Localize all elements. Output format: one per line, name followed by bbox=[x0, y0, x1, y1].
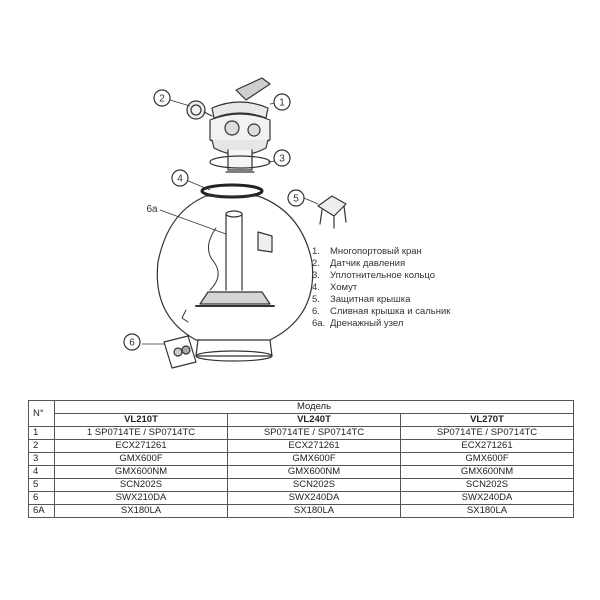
model-names-row bbox=[29, 414, 574, 427]
table-row bbox=[29, 479, 574, 492]
callout-label-6a: 6а bbox=[146, 204, 158, 215]
model-vl210t: VL210T bbox=[55, 414, 228, 427]
legend-text: Защитная крышка bbox=[330, 294, 411, 305]
legend-item bbox=[312, 246, 512, 258]
table-cell: SX180LA bbox=[401, 505, 574, 518]
model-vl270t: VL270T bbox=[401, 414, 574, 427]
legend-item bbox=[312, 318, 512, 330]
row-number: 5 bbox=[29, 479, 55, 492]
callout-label-5: 5 bbox=[293, 193, 299, 205]
clamp bbox=[202, 185, 262, 197]
legend-text: Датчик давления bbox=[330, 258, 406, 269]
table-row bbox=[29, 427, 574, 440]
row-number: 4 bbox=[29, 466, 55, 479]
table-cell: SCN202S bbox=[401, 479, 574, 492]
legend-text: Многопортовый кран bbox=[330, 246, 422, 257]
callout-label-1: 1 bbox=[279, 97, 285, 109]
legend-number: 1. bbox=[312, 246, 320, 257]
table-row bbox=[29, 453, 574, 466]
callout-label-4: 4 bbox=[177, 173, 183, 185]
legend-item bbox=[312, 306, 512, 318]
model-vl240t: VL240T bbox=[228, 414, 401, 427]
legend-number: 2. bbox=[312, 258, 320, 269]
legend-number: 6а. bbox=[312, 318, 326, 329]
drain-cap bbox=[164, 336, 196, 368]
table-cell: SP0714TE / SP0714TC bbox=[228, 427, 401, 440]
legend-text: Хомут bbox=[330, 282, 358, 293]
row-number: 3 bbox=[29, 453, 55, 466]
legend-text: Сливная крышка и сальник bbox=[330, 306, 451, 317]
table-cell: SCN202S bbox=[55, 479, 228, 492]
table-cell: SX180LA bbox=[228, 505, 401, 518]
legend-number: 4. bbox=[312, 282, 320, 293]
table-cell: GMX600NM bbox=[401, 466, 574, 479]
table-cell: ECX271261 bbox=[401, 440, 574, 453]
table-cell: GMX600F bbox=[401, 453, 574, 466]
table-cell: ECX271261 bbox=[55, 440, 228, 453]
legend-item bbox=[312, 294, 512, 306]
callout-label-3: 3 bbox=[279, 153, 285, 165]
legend-item bbox=[312, 270, 512, 282]
legend-item bbox=[312, 282, 512, 294]
table-cell: GMX600F bbox=[55, 453, 228, 466]
number-column-header: N° bbox=[29, 401, 55, 427]
table-cell: SWX240DA bbox=[228, 492, 401, 505]
legend-number: 5. bbox=[312, 294, 320, 305]
table-cell: SWX240DA bbox=[401, 492, 574, 505]
parts-table bbox=[28, 400, 574, 518]
table-cell: GMX600NM bbox=[228, 466, 401, 479]
callout-label-2: 2 bbox=[159, 93, 165, 105]
table-row bbox=[29, 466, 574, 479]
legend-number: 6. bbox=[312, 306, 320, 317]
table-row bbox=[29, 492, 574, 505]
row-number: 2 bbox=[29, 440, 55, 453]
callout-label-6: 6 bbox=[129, 337, 135, 349]
table-header-row bbox=[29, 401, 574, 414]
row-number: 6 bbox=[29, 492, 55, 505]
legend-item bbox=[312, 258, 512, 270]
table-cell: 1 SP0714TE / SP0714TC bbox=[55, 427, 228, 440]
table-row bbox=[29, 440, 574, 453]
table-cell: GMX600F bbox=[228, 453, 401, 466]
table-cell: SX180LA bbox=[55, 505, 228, 518]
filter-tank bbox=[157, 193, 312, 361]
parts-legend bbox=[312, 246, 512, 330]
pressure-gauge bbox=[187, 101, 212, 119]
table-cell: SCN202S bbox=[228, 479, 401, 492]
row-number: 6A bbox=[29, 505, 55, 518]
model-header: Модель bbox=[55, 401, 574, 414]
table-cell: SWX210DA bbox=[55, 492, 228, 505]
table-row bbox=[29, 505, 574, 518]
legend-number: 3. bbox=[312, 270, 320, 281]
legend-text: Дренажный узел bbox=[330, 318, 404, 329]
table-cell: GMX600NM bbox=[55, 466, 228, 479]
table-cell: ECX271261 bbox=[228, 440, 401, 453]
table-cell: SP0714TE / SP0714TC bbox=[401, 427, 574, 440]
legend-text: Уплотнительное кольцо bbox=[330, 270, 435, 281]
protective-cover bbox=[318, 196, 346, 228]
row-number: 1 bbox=[29, 427, 55, 440]
